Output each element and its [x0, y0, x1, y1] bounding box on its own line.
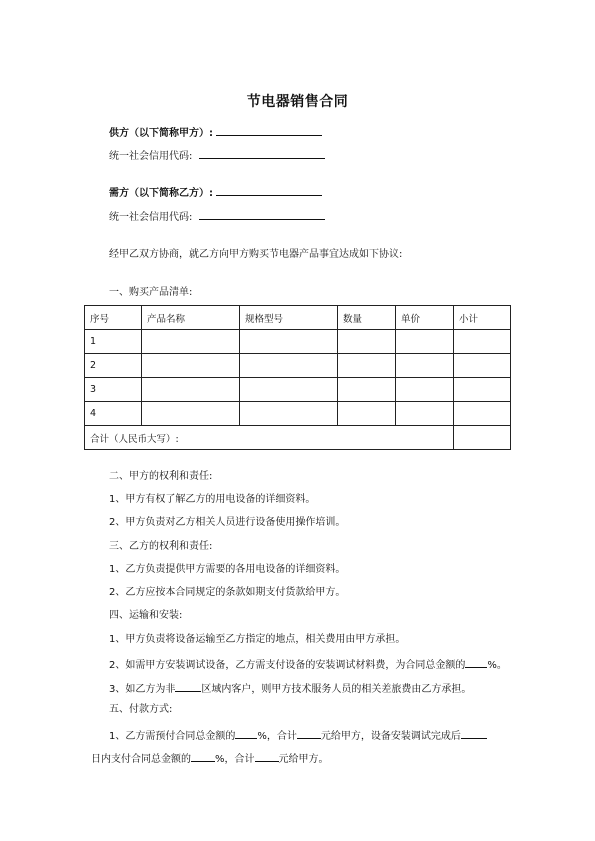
table-row: [85, 378, 511, 402]
section4-item-2-suffix: %。: [487, 660, 507, 671]
supplier-credit-blank[interactable]: [199, 147, 325, 159]
buyer-line: [109, 184, 322, 201]
table-cell[interactable]: [338, 330, 396, 354]
section4-item-3: [109, 680, 471, 697]
column-header: 小计: [454, 306, 511, 330]
table-cell[interactable]: [240, 354, 338, 378]
section3-item-1: 1、乙方负责提供甲方需要的各用电设备的详细资料。: [109, 564, 346, 575]
table-cell[interactable]: [454, 402, 511, 426]
supplier-line: [109, 124, 322, 141]
section4-item-1: 1、甲方负责将设备运输至乙方指定的地点，相关费用由甲方承担。: [109, 634, 406, 645]
balance-text: 日内支付合同总金额的: [91, 754, 191, 765]
table-header-row: [85, 306, 511, 330]
intro-text: 经甲乙双方协商，就乙方向甲方购买节电器产品事宜达成如下协议:: [109, 249, 403, 260]
supplier-name-blank[interactable]: [216, 124, 322, 136]
section4-item-3-suffix: 区域内客户，则甲方技术服务人员的相关差旅费由乙方承担。: [201, 684, 472, 695]
total-cell[interactable]: [454, 426, 511, 450]
buyer-credit-blank[interactable]: [199, 208, 325, 220]
table-cell[interactable]: [454, 378, 511, 402]
table-cell[interactable]: [142, 402, 240, 426]
table-cell[interactable]: [142, 330, 240, 354]
table-cell[interactable]: [240, 330, 338, 354]
table-cell[interactable]: [454, 354, 511, 378]
buyer-credit-line: [109, 208, 325, 225]
row-number: 1: [85, 330, 142, 354]
balance-suffix: 元给甲方。: [278, 754, 329, 765]
section2-item-2: 2、甲方负责对乙方相关人员进行设备使用操作培训。: [109, 517, 346, 528]
total-row: [85, 426, 511, 450]
buyer-name-blank[interactable]: [216, 184, 322, 196]
column-header: 数量: [338, 306, 396, 330]
section5-heading: 五、付款方式:: [109, 704, 173, 715]
table-row: [85, 354, 511, 378]
prepay-amount-blank[interactable]: [297, 727, 321, 739]
buyer-label: 需方（以下简称乙方）:: [109, 188, 213, 199]
section1-heading: 一、购买产品清单:: [109, 287, 193, 298]
row-number: 2: [85, 354, 142, 378]
total-label: 合计（人民币大写）:: [85, 426, 454, 450]
section4-item-2-text: 2、如需甲方安装调试设备，乙方需支付设备的安装调试材料费，为合同总金额的: [109, 660, 466, 671]
table-cell[interactable]: [396, 330, 454, 354]
table-cell[interactable]: [396, 402, 454, 426]
table-cell[interactable]: [396, 354, 454, 378]
section4-item-3-text: 3、如乙方为非: [109, 684, 176, 695]
balance-amount-blank[interactable]: [255, 750, 279, 762]
column-header: 序号: [85, 306, 142, 330]
page-title: 节电器销售合同: [246, 94, 349, 110]
buyer-credit-label: 统一社会信用代码:: [109, 212, 193, 223]
table-cell[interactable]: [338, 354, 396, 378]
supplier-credit-label: 统一社会信用代码:: [109, 151, 193, 162]
region-blank[interactable]: [175, 680, 201, 692]
section2-heading: 二、甲方的权利和责任:: [109, 471, 213, 482]
section5-item-1-line-2: [91, 750, 329, 767]
supplier-credit-line: [109, 147, 325, 164]
balance-percent-blank[interactable]: [191, 750, 215, 762]
table-cell[interactable]: [454, 330, 511, 354]
install-fee-percent-blank[interactable]: [465, 656, 487, 668]
prepay-text: 1、乙方需预付合同总金额的: [109, 731, 236, 742]
days-blank[interactable]: [461, 727, 487, 739]
balance-total-text: %，合计: [215, 754, 255, 765]
table-cell[interactable]: [142, 354, 240, 378]
row-number: 4: [85, 402, 142, 426]
row-number: 3: [85, 378, 142, 402]
prepay-percent-blank[interactable]: [235, 727, 257, 739]
section4-item-2: [109, 656, 507, 673]
section5-item-1-line-1: [109, 727, 487, 744]
column-header: 规格型号: [240, 306, 338, 330]
column-header: 单价: [396, 306, 454, 330]
table-cell[interactable]: [240, 402, 338, 426]
prepay-after-text: 元给甲方，设备安装调试完成后: [320, 731, 461, 742]
table-cell[interactable]: [338, 402, 396, 426]
table-row: [85, 330, 511, 354]
table-cell[interactable]: [240, 378, 338, 402]
prepay-total-text: %，合计: [257, 731, 297, 742]
section4-heading: 四、运输和安装:: [109, 610, 183, 621]
product-table: [84, 305, 511, 450]
table-cell[interactable]: [142, 378, 240, 402]
section3-heading: 三、乙方的权利和责任:: [109, 541, 213, 552]
section2-item-1: 1、甲方有权了解乙方的用电设备的详细资料。: [109, 494, 316, 505]
table-cell[interactable]: [396, 378, 454, 402]
column-header: 产品名称: [142, 306, 240, 330]
table-row: [85, 402, 511, 426]
section3-item-2: 2、乙方应按本合同规定的条款如期支付货款给甲方。: [109, 587, 346, 598]
supplier-label: 供方（以下简称甲方）:: [109, 128, 213, 139]
table-cell[interactable]: [338, 378, 396, 402]
